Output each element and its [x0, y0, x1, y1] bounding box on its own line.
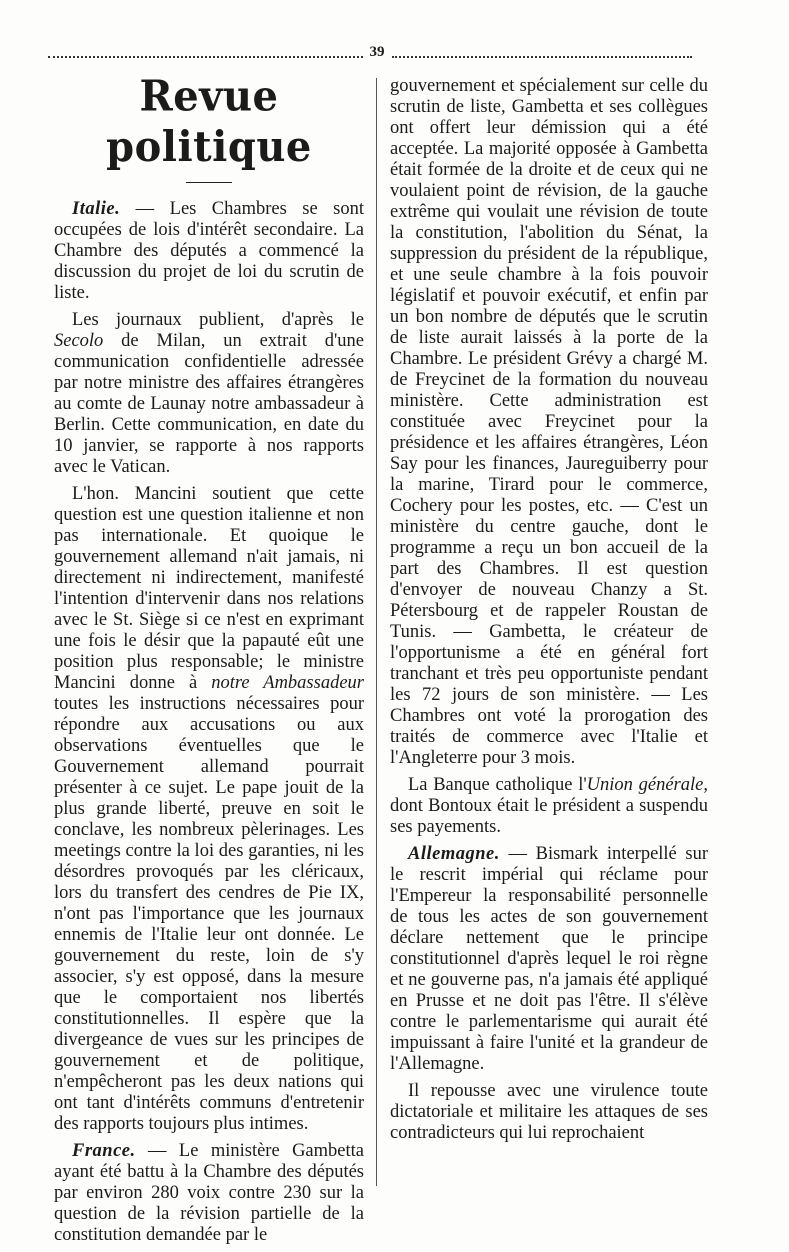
banque-text-a: La Banque catholique l': [408, 775, 587, 795]
secolo-italic: Secolo: [54, 331, 104, 351]
right-column: [390, 76, 708, 1150]
title-rule: [186, 182, 232, 183]
section-heading-france: France.: [72, 1141, 136, 1161]
column-separator: [376, 78, 377, 1186]
allemagne-paragraph: [390, 844, 708, 1075]
header-rule-left: [48, 56, 363, 58]
page-number: 39: [369, 44, 385, 60]
virulence-paragraph: Il repousse avec une virulence toute dictatoriale et militaire les attaques de ses contradicteurs qui lui reprochaient: [390, 1081, 708, 1143]
header-rule-right: [392, 56, 692, 58]
banque-text-b: , dont Bontoux était le président a suspendu ses payements.: [390, 775, 708, 837]
secolo-paragraph: [54, 310, 364, 478]
france-text: — Le ministère Gambetta ayant été battu à la Chambre des députés par environ 280 voix contre 230 sur la question de la révision partielle de la constitution demandée par le: [54, 1141, 364, 1245]
banque-paragraph: [390, 775, 708, 838]
allemagne-text: — Bismark interpellé sur le rescrit impérial qui réclame pour l'Empereur la responsabilité personnelle de tous les actes de son gouvernement déclare nettement que le principe constitutionnel d'après lequel le roi règne et ne gouverne pas, n'a jamais été appliqué en Prusse et ne doit pas l'être. Il s'élève contre le parlementarisme qui aurait été impuissant à faire l'unité et la grandeur de l'Allemagne.: [390, 844, 708, 1074]
mancini-text-b: toutes les instructions nécessaires pour répondre aux accusations ou aux observations éventuelles que le Gouvernement allemand pourrait présenter à ce sujet. Le pape jouit de la plus grande liberté, preuve en soit le conclave, les nombreux pèlerinages. Les meetings contre la loi des garanties, ni les désordres provoqués par les cléricaux, lors du transfert des cendres de Pie IX, n'ont pas l'importance que les journaux ennemis de l'Italie leur ont donnée. Le gouvernement du reste, loin de s'y associer, s'y est opposé, dans la mesure que le comportaient nos libertés constitutionnelles. Il espère que la divergeance de vues sur les principes de gouvernement et de politique, n'empêcheront pas les deux nations qui ont tant d'intérêts communs d'entretenir des rapports toujours plus intimes.: [54, 694, 364, 1134]
mancini-text-a: L'hon. Mancini soutient que cette question est une question italienne et non pas internationale. Et quoique le gouvernement allemand n'ait jamais, ni directement ni indirectement, manifesté l'intention d'intervenir dans nos relations avec le St. Siège si ce n'est en exprimant une fois le désir que la papauté eût une position plus responsable; le ministre Mancini donne à: [54, 484, 364, 693]
section-heading-allemagne: Allemagne.: [408, 844, 500, 864]
italie-text: — Les Chambres se sont occupées de lois d'intérêt secondaire. La Chambre des députés a commencé la discussion du projet de loi du scrutin de liste.: [54, 199, 364, 303]
mancini-paragraph: [54, 484, 364, 1135]
section-heading-italie: Italie.: [72, 199, 121, 219]
secolo-text-a: Les journaux publient, d'après le: [72, 310, 364, 330]
banque-italic: Union générale: [586, 775, 704, 795]
secolo-text-b: de Milan, un extrait d'une communication confidentielle adressée par notre ministre des affaires étrangères au comte de Launay notre ambassadeur à Berlin. Cette communication, en date du 10 janvier, se rapporte à nos rapports avec le Vatican.: [54, 331, 364, 477]
mancini-italic: notre Ambassadeur: [211, 673, 364, 693]
france-paragraph: [54, 1141, 364, 1246]
left-column: [54, 71, 364, 1252]
article-title: Revue politique: [106, 71, 312, 172]
italie-paragraph: [54, 199, 364, 304]
france-continued-paragraph: gouvernement et spécialement sur celle du scrutin de liste, Gambetta et ses collègues ont offert leur démission qui a été acceptée. La majorité opposée à Gambetta était formée de la droite et de ceux qui ne voulaient point de révision, de la gauche extrême qui voulait une révision de toute la constitution, l'abolition du Sénat, la suppression du président de la république, et une seule chambre à la fois pouvoir législatif et pouvoir exécutif, et enfin par un bon nombre de députés que le scrutin de liste aurait laissés à la porte de la Chambre. Le président Grévy a chargé M. de Freycinet de la formation du nouveau ministère. Cette administration est constituée avec Freycinet pour la présidence et les affaires étrangères, Léon Say pour les finances, Jaureguiberry pour la marine, Tirard pour le commerce, Cochery pour les postes, etc. — C'est un ministère du centre gauche, dont le programme a reçu un bon accueil de la part des Chambres. Il est question d'envoyer de nouveau Chanzy a St. Pétersbourg et de rappeler Roustan de Tunis. — Gambetta, le créateur de l'opportunisme a été en général fort tranchant et très peu opportuniste pendant les 72 jours de son ministère. — Les Chambres ont voté la prorogation des traités de commerce avec l'Italie et l'Angleterre pour 3 mois.: [390, 76, 708, 768]
